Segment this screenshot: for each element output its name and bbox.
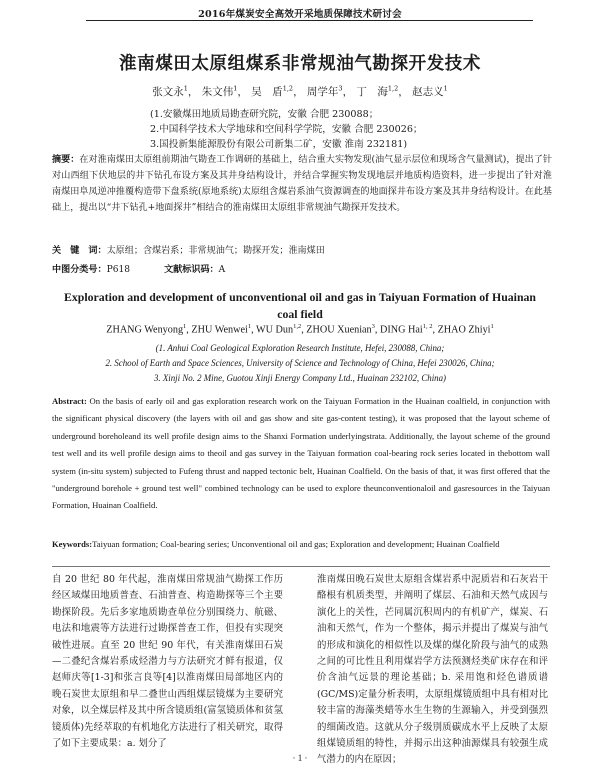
doc-code-label: 文献标识码：: [164, 265, 219, 275]
title-en: Exploration and development of unconventional oil and gas in Taiyuan Formation of Huainan coal field: [64, 290, 536, 321]
clc-label: 中图分类号：: [52, 265, 107, 275]
author-en: ZHANG Wenyong: [106, 324, 184, 336]
authors-cn: 张文永$^1$， 朱文伟$^1$， 吴 盾$^{1,2}$， 周学年$^3$， 丁 海$^{1,2}$， 赵志义$^1$: [152, 84, 448, 98]
abstract-en: [52, 393, 550, 515]
authors-en: ZHANG Wenyong$^1$, ZHU Wenwei$^1$, WU Dun$^{1,2}$, ZHOU Xuenian$^3$, DING Hai$^{1, 2}$, ZHAO Zhiyi$^1$: [106, 323, 494, 336]
affiliation-cn-2: 2.中国科学技术大学地球和空间科学学院，安徽 合肥 230026；: [150, 124, 423, 135]
body-column-right: 淮南煤田晚石炭世太原组含煤岩系中泥质岩和石灰岩干酪根有机质类型，并阐明了煤层、石油和天然气成因与演化上的关性，芒同属沉积周内的有机矿产，煤炭、石油和天然气，作为一个整体，揭示并提出了煤炭与油气的形成和演化的相似性以及煤的煤化阶段与油气的成熟之间的可比性且利用煤岩学方法预测烃类矿床存在和评价含油气远景的理论基础；b. 采用饱和烃色谱质谱(GC/MS)定量分析表明，太原组煤镜质组中具有相对比较丰富的海藻类蜡等水生生物的生源输入，并受到强烈的细菌改造。这就从分子级別质碳成水平上反映了太原组煤镜质组的特性，并揭示出这种油源煤具有较强生成气潜力的内在原因；: [317, 574, 548, 766]
abstract-en-text: On the basis of early oil and gas exploration research work on the Taiyuan Formation in the Huainan coalfield, in conjunction with the significant physical discovery (the layers with oil and gas show and site gas-content testing), it was proposed that the layout scheme of underground boreholeand its well profile design aims to the Shanxi Formation underlyingstrata. Additionally, the layout scheme of the ground test well and its well profile design aims to theoil and gas survey in the Taiyuan formation coal-bearing rock series located in thebottom wall system (in-situ system) subjected to Fufeng thrust and napped tectonic belt, Huainan Coalfield. On the basis of that, it was first offered that the "underground borehole + ground test well" combined technology can be used to explore theunconventionaloil and gasresources in the Taiyuan Formation, Huainan Coalfield.: [52, 396, 550, 511]
section-divider: [52, 566, 550, 567]
abstract-cn-label: 摘要：: [52, 155, 80, 165]
keywords-cn-label: 关 键 词：: [52, 246, 107, 256]
author-cn: 周学年: [306, 86, 339, 98]
affiliation-en-1: (1. Anhui Coal Geological Exploration Research Institute, Hefei, 230088, China;: [155, 343, 445, 353]
author-en: DING Hai: [380, 324, 423, 336]
abstract-en-label: Abstract:: [52, 396, 87, 406]
keywords-cn: [52, 243, 552, 256]
affiliation-cn-1: (1.安徽煤田地质局勘查研究院，安徽 合肥 230088；: [150, 109, 379, 120]
author-en: WU Dun: [256, 324, 294, 336]
affiliation-en-2: 2. School of Earth and Space Sciences, University of Science and Technology of China, Hefei 230026, China;: [105, 358, 495, 368]
doc-code-value: A: [218, 265, 226, 275]
author-cn: 赵志义: [412, 86, 444, 98]
author-cn: 朱文伟: [201, 86, 234, 98]
header-rule: [86, 20, 533, 21]
keywords-en: [52, 536, 550, 552]
author-en: ZHU Wenwei: [191, 324, 248, 336]
clc-value: P618: [106, 265, 131, 275]
page-number: · 1 ·: [292, 753, 308, 763]
running-header: 2016年煤炭安全高效开采地质保障技术研讨会: [198, 9, 402, 20]
body-column-left: 自 20 世纪 80 年代起，淮南煤田常规油气勘探工作历经区域煤田地质普查、石油普查、构造勘探等三个主要勘探阶段。先后多家地质勘查单位分别围绕力、航磁、电法和地震等方法进行过勘探普查工作，但投有实现突破性进展。直至 20 世纪 90 年代，有关淮南煤田石炭—二叠纪含煤岩系成烃潜力与方法研究才鲜有报道，仅赵师庆等[1-3]和张言良等[4]以淮南煤田局部地区内的晚石炭世太原组和早二叠世山西组煤层镜煤为主要研究对象，以全煤层样及其中所含镜质组(富氢镜质体和贫氢镜质体)先经萃取的有机地化方法进行了相关研究，取得了如下主要成果：a. 划分了: [52, 574, 283, 750]
keywords-cn-text: 太原组；含煤岩系；非常规油气；勘探开发；淮南煤田: [106, 246, 325, 256]
author-cn: 张文永: [152, 86, 184, 98]
author-en: ZHAO Zhiyi: [437, 324, 491, 336]
abstract-cn: [52, 152, 552, 216]
keywords-en-label: Keywords:: [52, 539, 93, 549]
author-cn: 丁 海: [356, 86, 388, 98]
title-cn: 淮南煤田太原组煤系非常规油气勘探开发技术: [119, 54, 481, 74]
affiliation-cn-3: 3.国投新集能源股份有限公司新集二矿，安徽 淮南 232181): [150, 139, 408, 150]
classification-cn: [52, 262, 552, 275]
abstract-cn-text: 在对淮南煤田太原组前期油气勘查工作调研的基础上，结合重大实物发现(油气显示层位和现场含气量测试)，提出了针对山西组下伏地层的井下钻孔布设方案及其井身结构设计，并结合掌握实物发现地层并地质构造资料，进一步提出了针对淮南煤田阜凤逆冲推覆构造带下盘系统(原地系统)太原组含煤岩系油气资源调查的地面探井布设方案及其井身结构设计。在此基础上，提出以“井下钻孔+地面探井”相结合的淮南煤田太原组非常规油气勘探开发技术。: [52, 155, 552, 213]
keywords-en-text: Taiyuan formation; Coal-bearing series; Unconventional oil and gas; Exploration and development; Huainan Coalfield: [92, 539, 500, 549]
author-en: ZHOU Xuenian: [306, 324, 372, 336]
author-cn: 吴 盾: [251, 86, 283, 98]
affiliation-en-3: 3. Xinji No. 2 Mine, Guotou Xinji Energy Company Ltd., Huainan 232102, China): [153, 373, 447, 383]
